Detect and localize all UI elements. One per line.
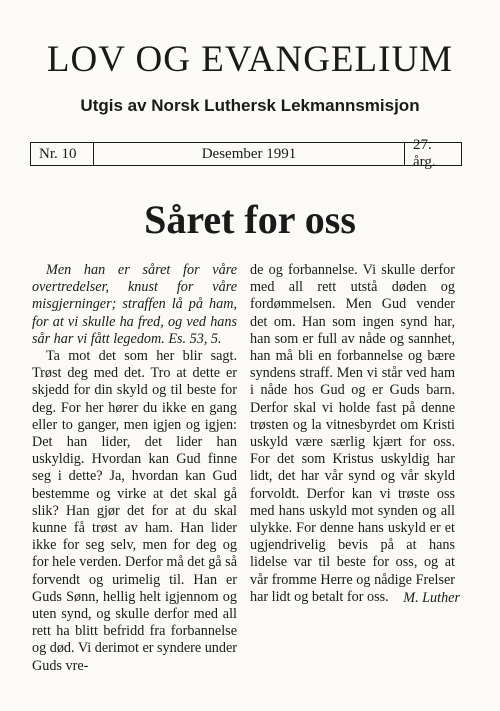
issue-number: Nr. 10: [31, 143, 94, 165]
article-left-column: [32, 262, 237, 675]
masthead-title: LOV OG EVANGELIUM: [46, 39, 454, 80]
issue-bar: [30, 137, 462, 170]
author-signature: M. Luther: [403, 590, 460, 606]
issue-volume: 27. årg.: [404, 143, 461, 165]
masthead-subtitle: Utgis av Norsk Luthersk Lekmannsmisjon: [80, 96, 420, 115]
article-body-left: Ta mot det som her blir sagt. Trøst deg med det. Tro at dette er skjedd for din skyld og til beste for deg. For her hører du ikke en gang eller to ganger, men igjen og igjen: Det han lider, det lider han uskyldig. Hvordan kan Gud finne seg i dette? Ja, hvordan kan Gud bestemme og virke at det skal gå slik? Han gjør det for at du skal kunne få trøst av ham. Han lider ikke for seg selv, men for deg og for hele verden. Derfor må det gå så forvendt og urimelig til. Han er Guds Sønn, hellig helt igjennom og uten synd, og skulle derfor med all rett ha blitt befridd fra forbannelse og død. Vi derimot er syndere under Guds vre-: [32, 348, 237, 674]
article-title: Såret for oss: [144, 197, 356, 242]
article-right-column: [250, 262, 455, 606]
article-body-right: de og forbannelse. Vi skulle derfor med all rett utstå døden og fordømmelsen. Men Gud vender det om. Han som ingen synd har, han som er full av nåde og sannhet, han må bli en forbannelse og bære syndens straff. Men vi står ved ham i nåde hos Gud og er Guds barn. Derfor skal vi holde fast på denne trøsten og la vitnesbyrdet om Kristi uskyld være særlig kjært for oss. For det som Kristus uskyldig har lidt, det har vår synd og vår skyld forvoldt. Derfor kan vi trøste oss med hans uskyld mot synden og all ulykke. For denne hans uskyld er et ugjendrivelig bevis på at hans lidelse var til beste for oss, og at vår fromme Herre og nådige Frelser har lidt og betalt for oss.: [250, 262, 455, 605]
issue-date: Desember 1991: [201, 145, 297, 162]
bible-verse: Men han er såret for våre overtredelser, knust for våre misgjerninger; straffen lå på ham, for at vi skulle ha fred, og ved hans sår har vi fått legedom. Es. 53, 5.: [32, 262, 237, 347]
